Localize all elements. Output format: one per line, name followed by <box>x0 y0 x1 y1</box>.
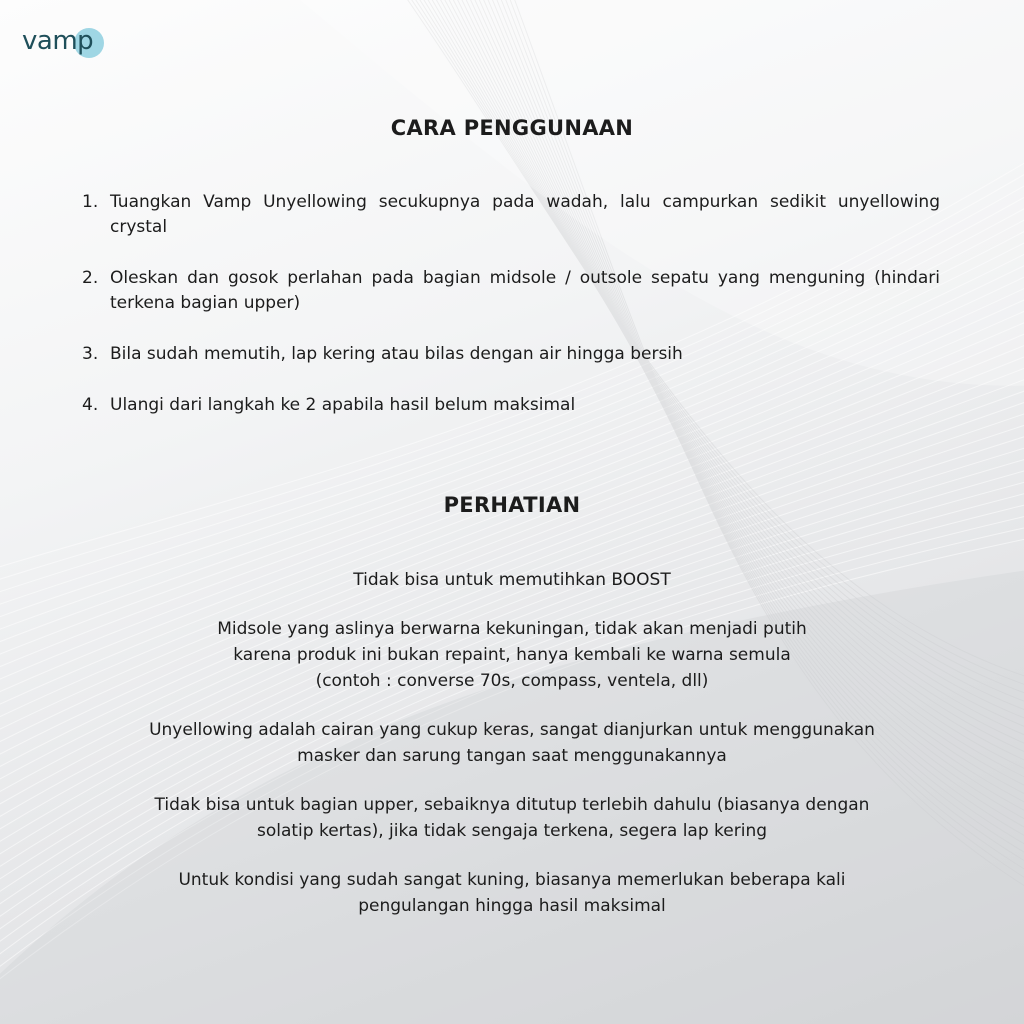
step-number: 4. <box>82 395 99 415</box>
warning-line: pengulangan hingga hasil maksimal <box>358 896 666 916</box>
warning-line: karena produk ini bukan repaint, hanya kembali ke warna semula <box>233 645 791 665</box>
step-text: Tuangkan Vamp Unyellowing secukupnya pada wadah, lalu campurkan sedikit unyellowing crystal <box>110 192 940 237</box>
warning-paragraph <box>62 616 962 694</box>
usage-steps <box>82 190 940 418</box>
warning-line: (contoh : converse 70s, compass, ventela, dll) <box>315 671 709 691</box>
warning-line: Tidak bisa untuk memutihkan BOOST <box>353 570 671 590</box>
warning-line: Unyellowing adalah cairan yang cukup keras, sangat dianjurkan untuk menggunakan <box>149 720 875 740</box>
step-text: Oleskan dan gosok perlahan pada bagian midsole / outsole sepatu yang menguning (hindari terkena bagian upper) <box>110 268 940 313</box>
warning-paragraph <box>62 717 962 769</box>
usage-step <box>82 266 940 316</box>
warning-line: Tidak bisa untuk bagian upper, sebaiknya ditutup terlebih dahulu (biasanya dengan <box>154 795 870 815</box>
usage-step <box>82 393 940 418</box>
usage-title: CARA PENGGUNAAN <box>390 116 634 140</box>
warning-line: Untuk kondisi yang sudah sangat kuning, biasanya memerlukan beberapa kali <box>178 870 846 890</box>
vamp-logo <box>18 22 118 66</box>
warning-notes <box>62 567 962 942</box>
warning-line: solatip kertas), jika tidak sengaja terkena, segera lap kering <box>256 821 768 841</box>
warning-paragraph <box>62 567 962 593</box>
warning-line: Midsole yang aslinya berwarna kekuningan, tidak akan menjadi putih <box>217 619 807 639</box>
warning-paragraph <box>62 792 962 844</box>
usage-step <box>82 190 940 240</box>
usage-step <box>82 342 940 367</box>
step-text: Ulangi dari langkah ke 2 apabila hasil belum maksimal <box>110 395 576 415</box>
logo-text: vamp <box>22 26 94 56</box>
warning-title: PERHATIAN <box>443 493 581 517</box>
step-number: 3. <box>82 344 99 364</box>
step-number: 1. <box>82 192 99 212</box>
warning-line: masker dan sarung tangan saat menggunakannya <box>297 746 727 766</box>
warning-paragraph <box>62 867 962 919</box>
step-text: Bila sudah memutih, lap kering atau bilas dengan air hingga bersih <box>110 344 683 364</box>
step-number: 2. <box>82 268 99 288</box>
